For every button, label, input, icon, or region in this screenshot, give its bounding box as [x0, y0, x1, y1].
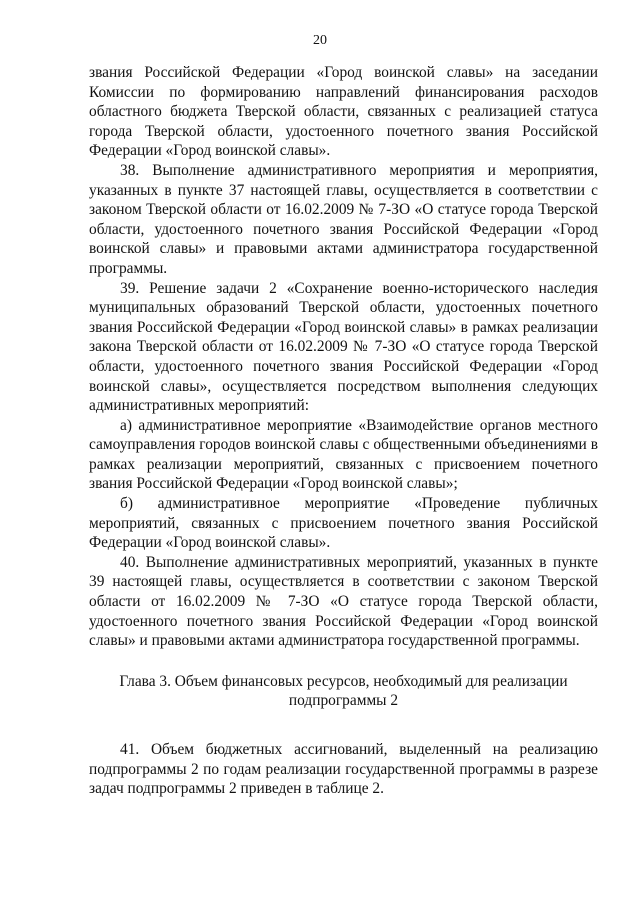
chapter-title: Глава 3. Объем финансовых ресурсов, необходимый для реализации подпрограммы 2: [119, 672, 568, 710]
paragraph-38: 38. Выполнение административного мероприятия и мероприятия, указанных в пункте 37 настоящей главы, осуществляется в соответствии с законом Тверской области от 16.02.2009 № 7-ЗО «О статусе города Тверской области, удостоенного почетного звания Российской Федерации «Город воинской славы» и правовыми актами администратора государственной программы.: [89, 161, 598, 277]
document-body: [89, 63, 598, 799]
paragraph-41: 41. Объем бюджетных ассигнований, выделенный на реализацию подпрограммы 2 по годам реализации государственной программы в разрезе задач подпрограммы 2 приведен в таблице 2.: [89, 741, 598, 798]
paragraph-continuation: звания Российской Федерации «Город воинской славы» на заседании Комиссии по формированию направлений финансирования расходов областного бюджета Тверской области, связанных с реализацией статуса города Тверской области, удостоенного почетного звания Российской Федерации «Город воинской славы».: [89, 64, 598, 160]
page-number: 20: [313, 33, 327, 48]
paragraph-40: 40. Выполнение административных мероприятий, указанных в пункте 39 настоящей главы, осуществляется в соответствии с законом Тверской области от 16.02.2009 № 7-ЗО «О статусе города Тверской области, удостоенного почетного звания Российской Федерации «Город воинской славы» и правовыми актами администратора государственной программы.: [89, 553, 598, 650]
paragraph-39-item-a: а) административное мероприятие «Взаимодействие органов местного самоуправления городов воинской славы с общественными объединениями в рамках реализации мероприятий, связанных с присвоением почетного звания Российской Федерации «Город воинской славы»;: [89, 416, 598, 493]
paragraph-39-item-b: б) административное мероприятие «Проведение публичных мероприятий, связанных с присвоением почетного звания Российской Федерации «Город воинской славы».: [89, 495, 598, 552]
paragraph-39: 39. Решение задачи 2 «Сохранение военно-исторического наследия муниципальных образований Тверской области, удостоенных почетного звания Российской Федерации «Город воинской славы» в рамках реализации закона Тверской области от 16.02.2009 № 7-ЗО «О статусе города Тверской области, удостоенного почетного звания Российской Федерации «Город воинской славы», осуществляется посредством выполнения следующих административных мероприятий:: [89, 279, 598, 415]
